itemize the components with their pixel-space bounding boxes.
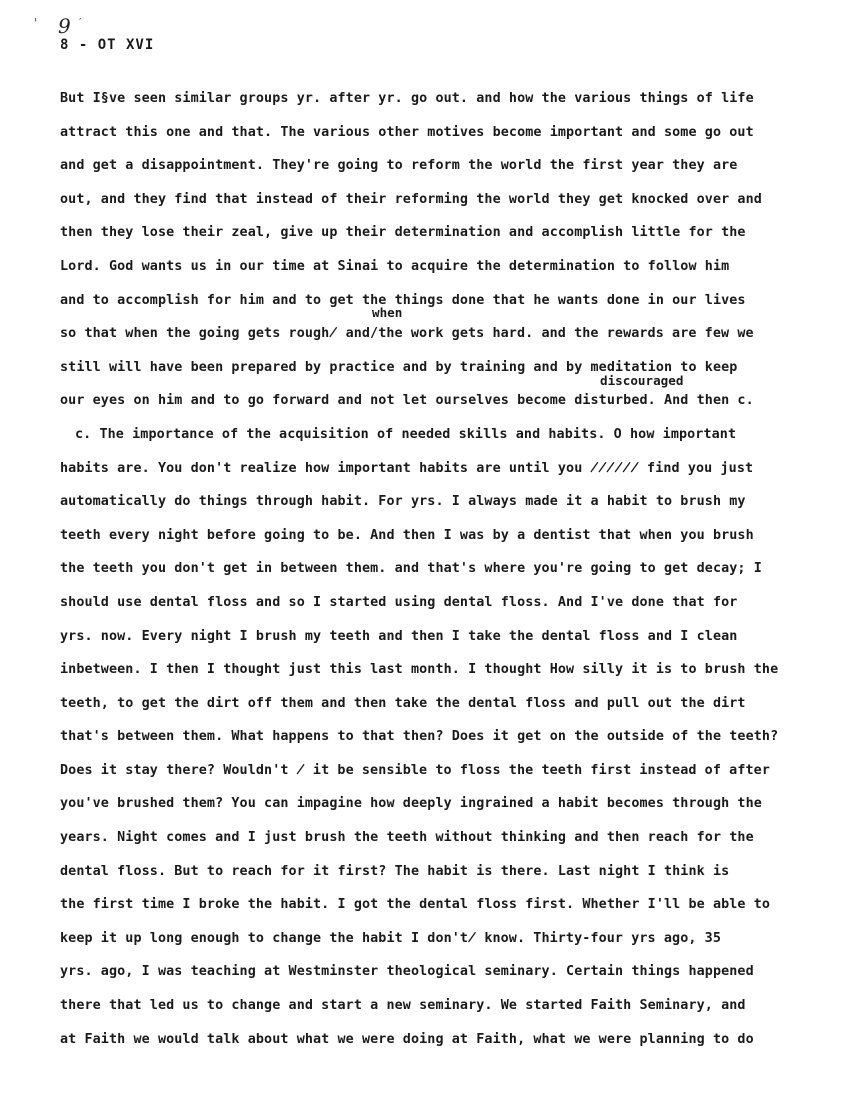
text-line: years. Night comes and I just brush the teeth without thinking and then reach for the xyxy=(60,830,754,846)
text-line: so that when the going gets rough̸ and/the work gets hard. and the rewards are few we xyxy=(60,326,754,342)
text-line: habits are. You don't realize how important habits are until you ̸̸̸̸̸̸ find you just xyxy=(60,460,754,476)
text-line: and to accomplish for him and to get the things done that he wants done in our lives xyxy=(60,292,746,308)
text-line: there that led us to change and start a new seminary. We started Faith Seminary, and xyxy=(60,998,746,1014)
text-line: keep it up long enough to change the habit I don't̸ know. Thirty-four yrs ago, 35 xyxy=(60,930,722,946)
body-text xyxy=(60,88,820,1062)
text-line: dental floss. But to reach for it first? The habit is there. Last night I think is xyxy=(60,863,730,879)
text-line: the first time I broke the habit. I got the dental floss first. Whether I'll be able to xyxy=(60,897,771,913)
handwritten-page-number: 9 xyxy=(58,14,71,38)
text-line: still will have been prepared by practice and by training and by meditation to keep xyxy=(60,359,738,375)
text-line: Does it stay there? Wouldn't ̸ it be sensible to floss the teeth first instead of after xyxy=(60,762,770,778)
section-heading-line: c. The importance of the acquisition of needed skills and habits. O how important xyxy=(75,426,737,442)
text-line: inbetween. I then I thought just this last month. I thought How silly it is to brush the xyxy=(60,662,779,678)
interlinear-insertion-discouraged: discouraged xyxy=(600,373,684,388)
text-line: Lord. God wants us in our time at Sinai to acquire the determination to follow him xyxy=(60,258,730,274)
page-header: 8 - OT XVI xyxy=(60,37,155,53)
text-line: then they lose their zeal, give up their determination and accomplish little for the xyxy=(60,225,746,241)
text-line: our eyes on him and to go forward and not let ourselves become disturbed. And then c. xyxy=(60,393,754,409)
text-line: should use dental floss and so I started using dental floss. And I've done that for xyxy=(60,594,738,610)
text-line: teeth, to get the dirt off them and then take the dental floss and pull out the dirt xyxy=(60,695,746,711)
text-line: you've brushed them? You can impagine how deeply ingrained a habit becomes through the xyxy=(60,796,762,812)
text-line: the teeth you don't get in between them. and that's where you're going to get decay; I xyxy=(60,561,762,577)
text-line: yrs. now. Every night I brush my teeth and then I take the dental floss and I clean xyxy=(60,628,738,644)
text-line: yrs. ago, I was teaching at Westminster theological seminary. Certain things happened xyxy=(60,964,754,980)
text-line: teeth every night before going to be. And then I was by a dentist that when you brush xyxy=(60,527,754,543)
text-line: attract this one and that. The various other motives become important and some go out xyxy=(60,124,754,140)
margin-mark-2: ′ xyxy=(77,16,84,29)
text-line: at Faith we would talk about what we were doing at Faith, what we were planning to do xyxy=(60,1031,754,1047)
text-line: out, and they find that instead of their reforming the world they get knocked over and xyxy=(60,191,762,207)
text-line: But I§ve seen similar groups yr. after yr. go out. and how the various things of life xyxy=(60,91,754,106)
margin-mark: ' xyxy=(32,16,40,30)
text-line: automatically do things through habit. For yrs. I always made it a habit to brush my xyxy=(60,494,746,510)
text-line: and get a disappointment. They're going to reform the world the first year they are xyxy=(60,158,738,174)
interlinear-insertion-when: when xyxy=(372,305,403,320)
text-line: that's between them. What happens to that then? Does it get on the outside of the teeth? xyxy=(60,729,779,745)
